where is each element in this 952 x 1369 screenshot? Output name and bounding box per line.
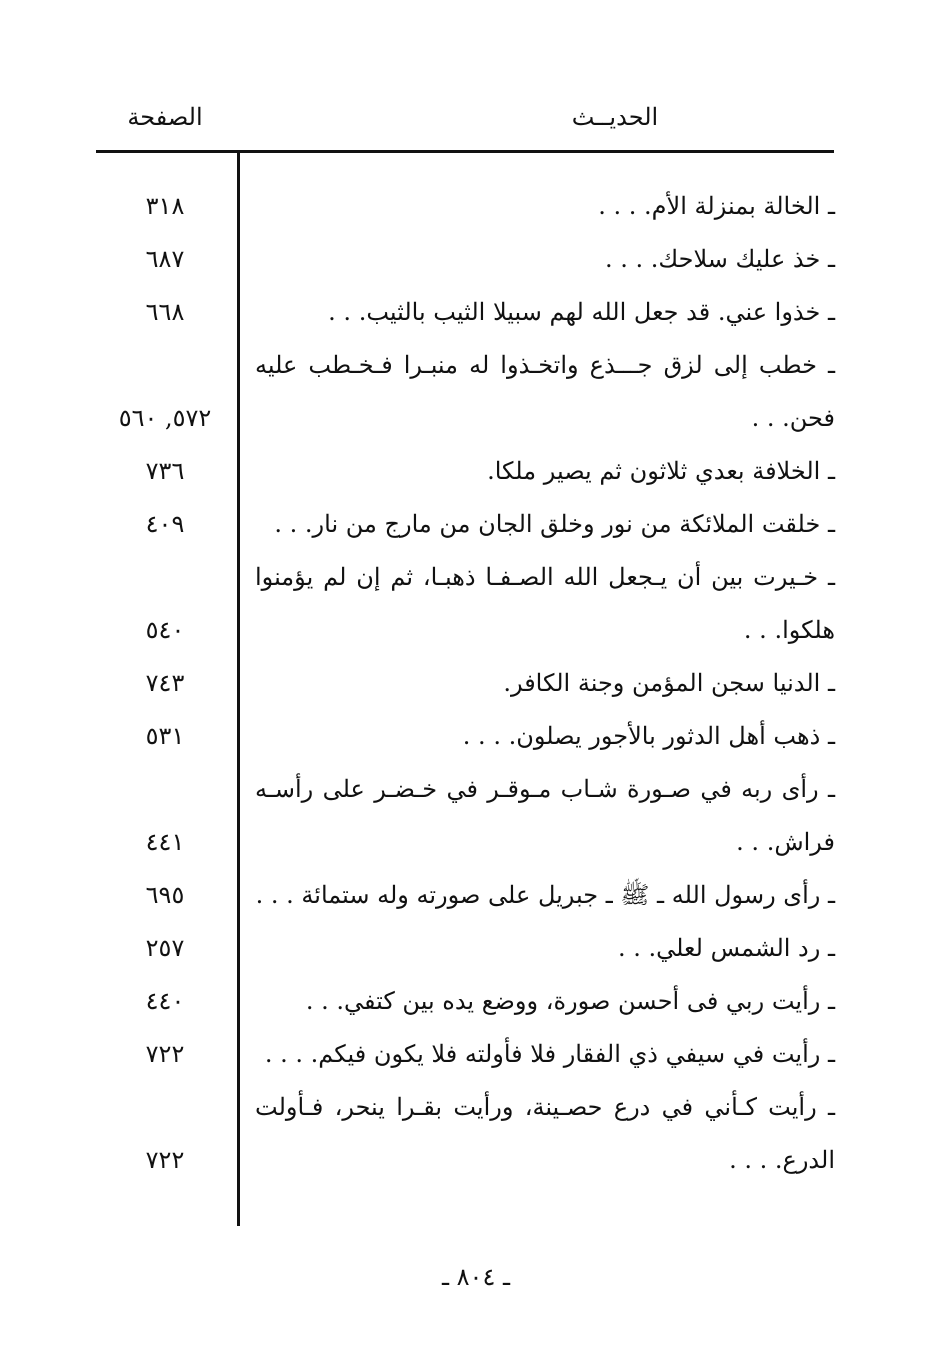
column-header-page: الصفحة xyxy=(127,103,203,131)
hadith-text: ـ خلقت الملائكة من نور وخلق الجان من مارج من نار. . . xyxy=(274,510,835,538)
page-number: ٦٩٥ xyxy=(145,881,185,909)
hadith-text: ـ خطب إلى لزق جـــذع واتخـذوا له منبـرا فـخـطب عليه فحن. . . xyxy=(255,351,835,432)
page-number: ٤٤١ xyxy=(145,828,185,856)
page-number: ٦٦٨ xyxy=(145,298,185,326)
hadith-text: ـ رد الشمس لعلي. . . xyxy=(617,934,835,962)
page-number: ٧٣٦ xyxy=(145,457,185,485)
page-footer-number: ـ ٨٠٤ ـ xyxy=(441,1263,510,1291)
page-number: ٥٣١ xyxy=(145,722,185,750)
hadith-text: ـ رأى رسول الله ـ ﷺ ـ جبريل على صورته وله ستمائة . . . xyxy=(255,881,835,909)
page-number: ٧٤٣ xyxy=(145,669,185,697)
hadith-text: ـ الخلافة بعدي ثلاثون ثم يصير ملكا. xyxy=(487,457,835,485)
page-number: ٦٨٧ xyxy=(145,245,185,273)
page-number: ٣١٨ xyxy=(145,192,185,220)
page-number: ٢٥٧ xyxy=(145,934,185,962)
page-number: ٥٤٠ xyxy=(145,616,185,644)
hadith-text: ـ خذ عليك سلاحك. . . . xyxy=(605,245,835,273)
page-number: ٥٧٢, ٥٦٠ xyxy=(118,404,212,432)
hadith-text: ـ رأيت في سيفي ذي الفقار فلا فأولته فلا يكون فيكم. . . . xyxy=(264,1040,835,1068)
hadith-text: ـ الدنيا سجن المؤمن وجنة الكافر. xyxy=(503,669,835,697)
page-number: ٧٢٢ xyxy=(145,1040,185,1068)
hadith-text: ـ رأى ربه في صـورة شـاب مـوقـر في خـضـر على رأسـه فراش. . . xyxy=(255,775,835,856)
page-number: ٧٢٢ xyxy=(145,1146,185,1174)
hadith-text: ـ رأيت ربي فى أحسن صورة، ووضع يده بين كتفي. . . xyxy=(305,987,835,1015)
hadith-text: ـ خذوا عني. قد جعل الله لهم سبيلا الثيب بالثيب. . . xyxy=(328,298,835,326)
hadith-text: ـ ذهب أهل الدثور بالأجور يصلون. . . . xyxy=(462,722,835,750)
hadith-text: ـ خـيرت بين أن يـجعل الله الصـفـا ذهبـا، ثم إن لم يؤمنوا هلكوا. . . xyxy=(255,563,835,644)
hadith-text: ـ رأيت كـأني في درع حصـينة، ورأيت بقـرا ينحر، فـأولت الدرع. . . . xyxy=(255,1093,835,1174)
page-number: ٤٠٩ xyxy=(145,510,185,538)
hadith-text: ـ الخالة بمنزلة الأم. . . . xyxy=(598,192,835,220)
column-header-hadith: الحديــث xyxy=(571,103,659,131)
page-number: ٤٤٠ xyxy=(145,987,185,1015)
